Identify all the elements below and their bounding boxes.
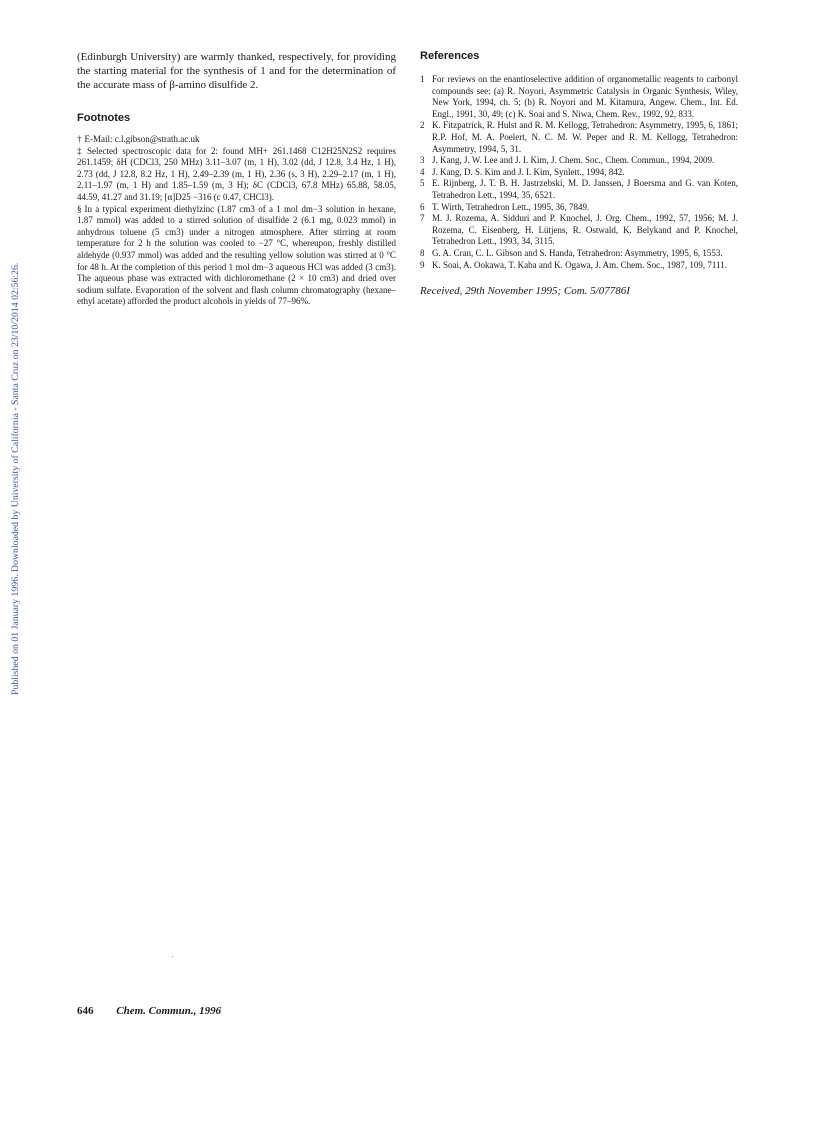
reference-text: J. Kang, D. S. Kim and J. I. Kim, Synlett., 1994, 842. <box>432 166 625 177</box>
page-number: 646 <box>77 1005 94 1017</box>
reference-text: T. Wirth, Tetrahedron Lett., 1995, 36, 7849. <box>432 201 590 212</box>
publication-stamp <box>2 215 21 695</box>
publication-stamp-text: Published on 01 January 1996. Downloaded by University of California - Santa Cruz on 23/10/2014 02:56:26. <box>10 262 21 695</box>
footnote-mark: † <box>77 134 82 144</box>
left-column <box>77 50 396 308</box>
footnotes-list <box>77 134 396 308</box>
footnote-mark: ‡ <box>77 145 84 156</box>
reference-number: 9 <box>420 259 425 270</box>
acknowledgement-text: (Edinburgh University) are warmly thanked, respectively, for providing the starting material for the synthesis of 1 and for the determination of the accurate mass of β-amino disulfide 2. <box>77 51 396 91</box>
reference-number: 3 <box>420 155 425 166</box>
footnote-text: In a typical experiment diethylzinc (1.87 cm3 of a 1 mol dm−3 solution in hexane, 1.87 mmol) was added to a stirred solution of disulfide 2 (6.1 mg, 0.023 mmol) in anhydrous toluene (5 cm3) under a nitrogen atmosphere. After stirring at room temperature for 2 h the solution was cooled to −27 °C, whereupon, freshly distilled aldehyde (0.937 mmol) was added and the resulting yellow solution was stirred at 0 °C for 48 h. At the completion of this period 1 mol dm−3 aqueous HCl was added (3 cm3). The aqueous phase was extracted with dichloromethane (2 × 10 cm3) and dried over sodium sulfate. Evaporation of the solvent and flash column chromatography (hexane–ethyl acetate) afforded the product alcohols in yields of 77–96%. <box>77 203 396 307</box>
reference-item <box>420 74 738 120</box>
footnote-item <box>77 204 396 308</box>
reference-item <box>420 202 738 214</box>
reference-number: 7 <box>420 213 425 224</box>
reference-number: 6 <box>420 201 425 212</box>
received-line: Received, 29th November 1995; Com. 5/07786I <box>420 285 630 298</box>
reference-item <box>420 260 738 272</box>
reference-number: 8 <box>420 247 425 258</box>
reference-item <box>420 120 738 155</box>
scan-speck <box>172 956 173 957</box>
references-heading: References <box>420 50 480 62</box>
page-footer <box>77 1005 221 1017</box>
right-column <box>420 50 738 297</box>
reference-item <box>420 248 738 260</box>
reference-text: J. Kang, J. W. Lee and J. I. Kim, J. Chem. Soc., Chem. Commun., 1994, 2009. <box>432 155 715 166</box>
reference-item <box>420 178 738 201</box>
journal-citation: Chem. Commun., 1996 <box>116 1005 222 1017</box>
reference-text: G. A. Cran, C. L. Gibson and S. Handa, Tetrahedron: Asymmetry, 1995, 6, 1553. <box>432 247 723 258</box>
reference-number: 2 <box>420 120 425 131</box>
reference-number: 5 <box>420 178 425 189</box>
reference-text: E. Rijnberg, J. T. B. H. Jastrzebski, M. D. Janssen, J Boersma and G. van Koten, Tetrahedron Lett., 1994, 35, 6521. <box>432 178 738 200</box>
reference-text: K. Soai, A. Ookawa, T. Kaba and K. Ogawa, J. Am. Chem. Soc., 1987, 109, 7111. <box>432 259 727 270</box>
footnote-text: Selected spectroscopic data for 2: found MH+ 261.1468 C12H25N2S2 requires 261.1459; δH (CDCl3, 250 MHz) 3.11–3.07 (m, 1 H), 3.02 (dd, J 12.8, 3.4 Hz, 1 H), 2.73 (dd, J 12.8, 8.2 Hz, 1 H), 2.49–2.39 (m, 1 H), 2.36 (s, 3 H), 2.29–2.17 (m, 1 H), 2.11–1.97 (m, 1 H) and 1.85–1.59 (m, 3 H); δC (CDCl3, 67.8 MHz) 65.88, 58.05, 44.59, 41.27 and 31.19; [α]D25 −316 (c 0.47, CHCl3). <box>77 145 396 202</box>
reference-item <box>420 155 738 167</box>
reference-text: For reviews on the enantioselective addition of organometallic reagents to carbonyl compounds see: (a) R. Noyori, Asymmetric Catalysis in Organic Synthesis, Wiley, New York, 1994, ch. 5; (b) R. Noyori and M. Kitamura, Angew. Chem., Int. Ed. Engl., 1991, 30, 49; (c) K. Soai and S. Niwa, Chem. Rev., 1992, 92, 833. <box>432 74 738 119</box>
reference-number: 4 <box>420 166 425 177</box>
reference-item <box>420 213 738 248</box>
reference-item <box>420 167 738 179</box>
references-list <box>420 74 738 271</box>
footnote-item <box>77 134 396 146</box>
footnote-item <box>77 146 396 204</box>
reference-text: K. Fitzpatrick, R. Hulst and R. M. Kellogg, Tetrahedron: Asymmetry, 1995, 6, 1861; R.P. Hof, M. A. Poelert, N. C. M. W. Peper and R. M. Kellogg, Tetrahedron: Asymmetry, 1994, 5, 31. <box>432 120 738 154</box>
footnote-text: E-Mail: c.l.gibson@strath.ac.uk <box>84 134 200 144</box>
reference-number: 1 <box>420 74 425 84</box>
footnotes-heading: Footnotes <box>77 112 131 124</box>
footnote-mark: § <box>77 203 82 214</box>
reference-text: M. J. Rozema, A. Sidduri and P. Knochel, J. Org. Chem., 1992, 57, 1956; M. J. Rozema, C. Eisenberg, H. Lütjens, R. Ostwald, K. Belykand and P. Knochel, Tetrahedron Lett., 1993, 34, 3115. <box>432 213 738 247</box>
